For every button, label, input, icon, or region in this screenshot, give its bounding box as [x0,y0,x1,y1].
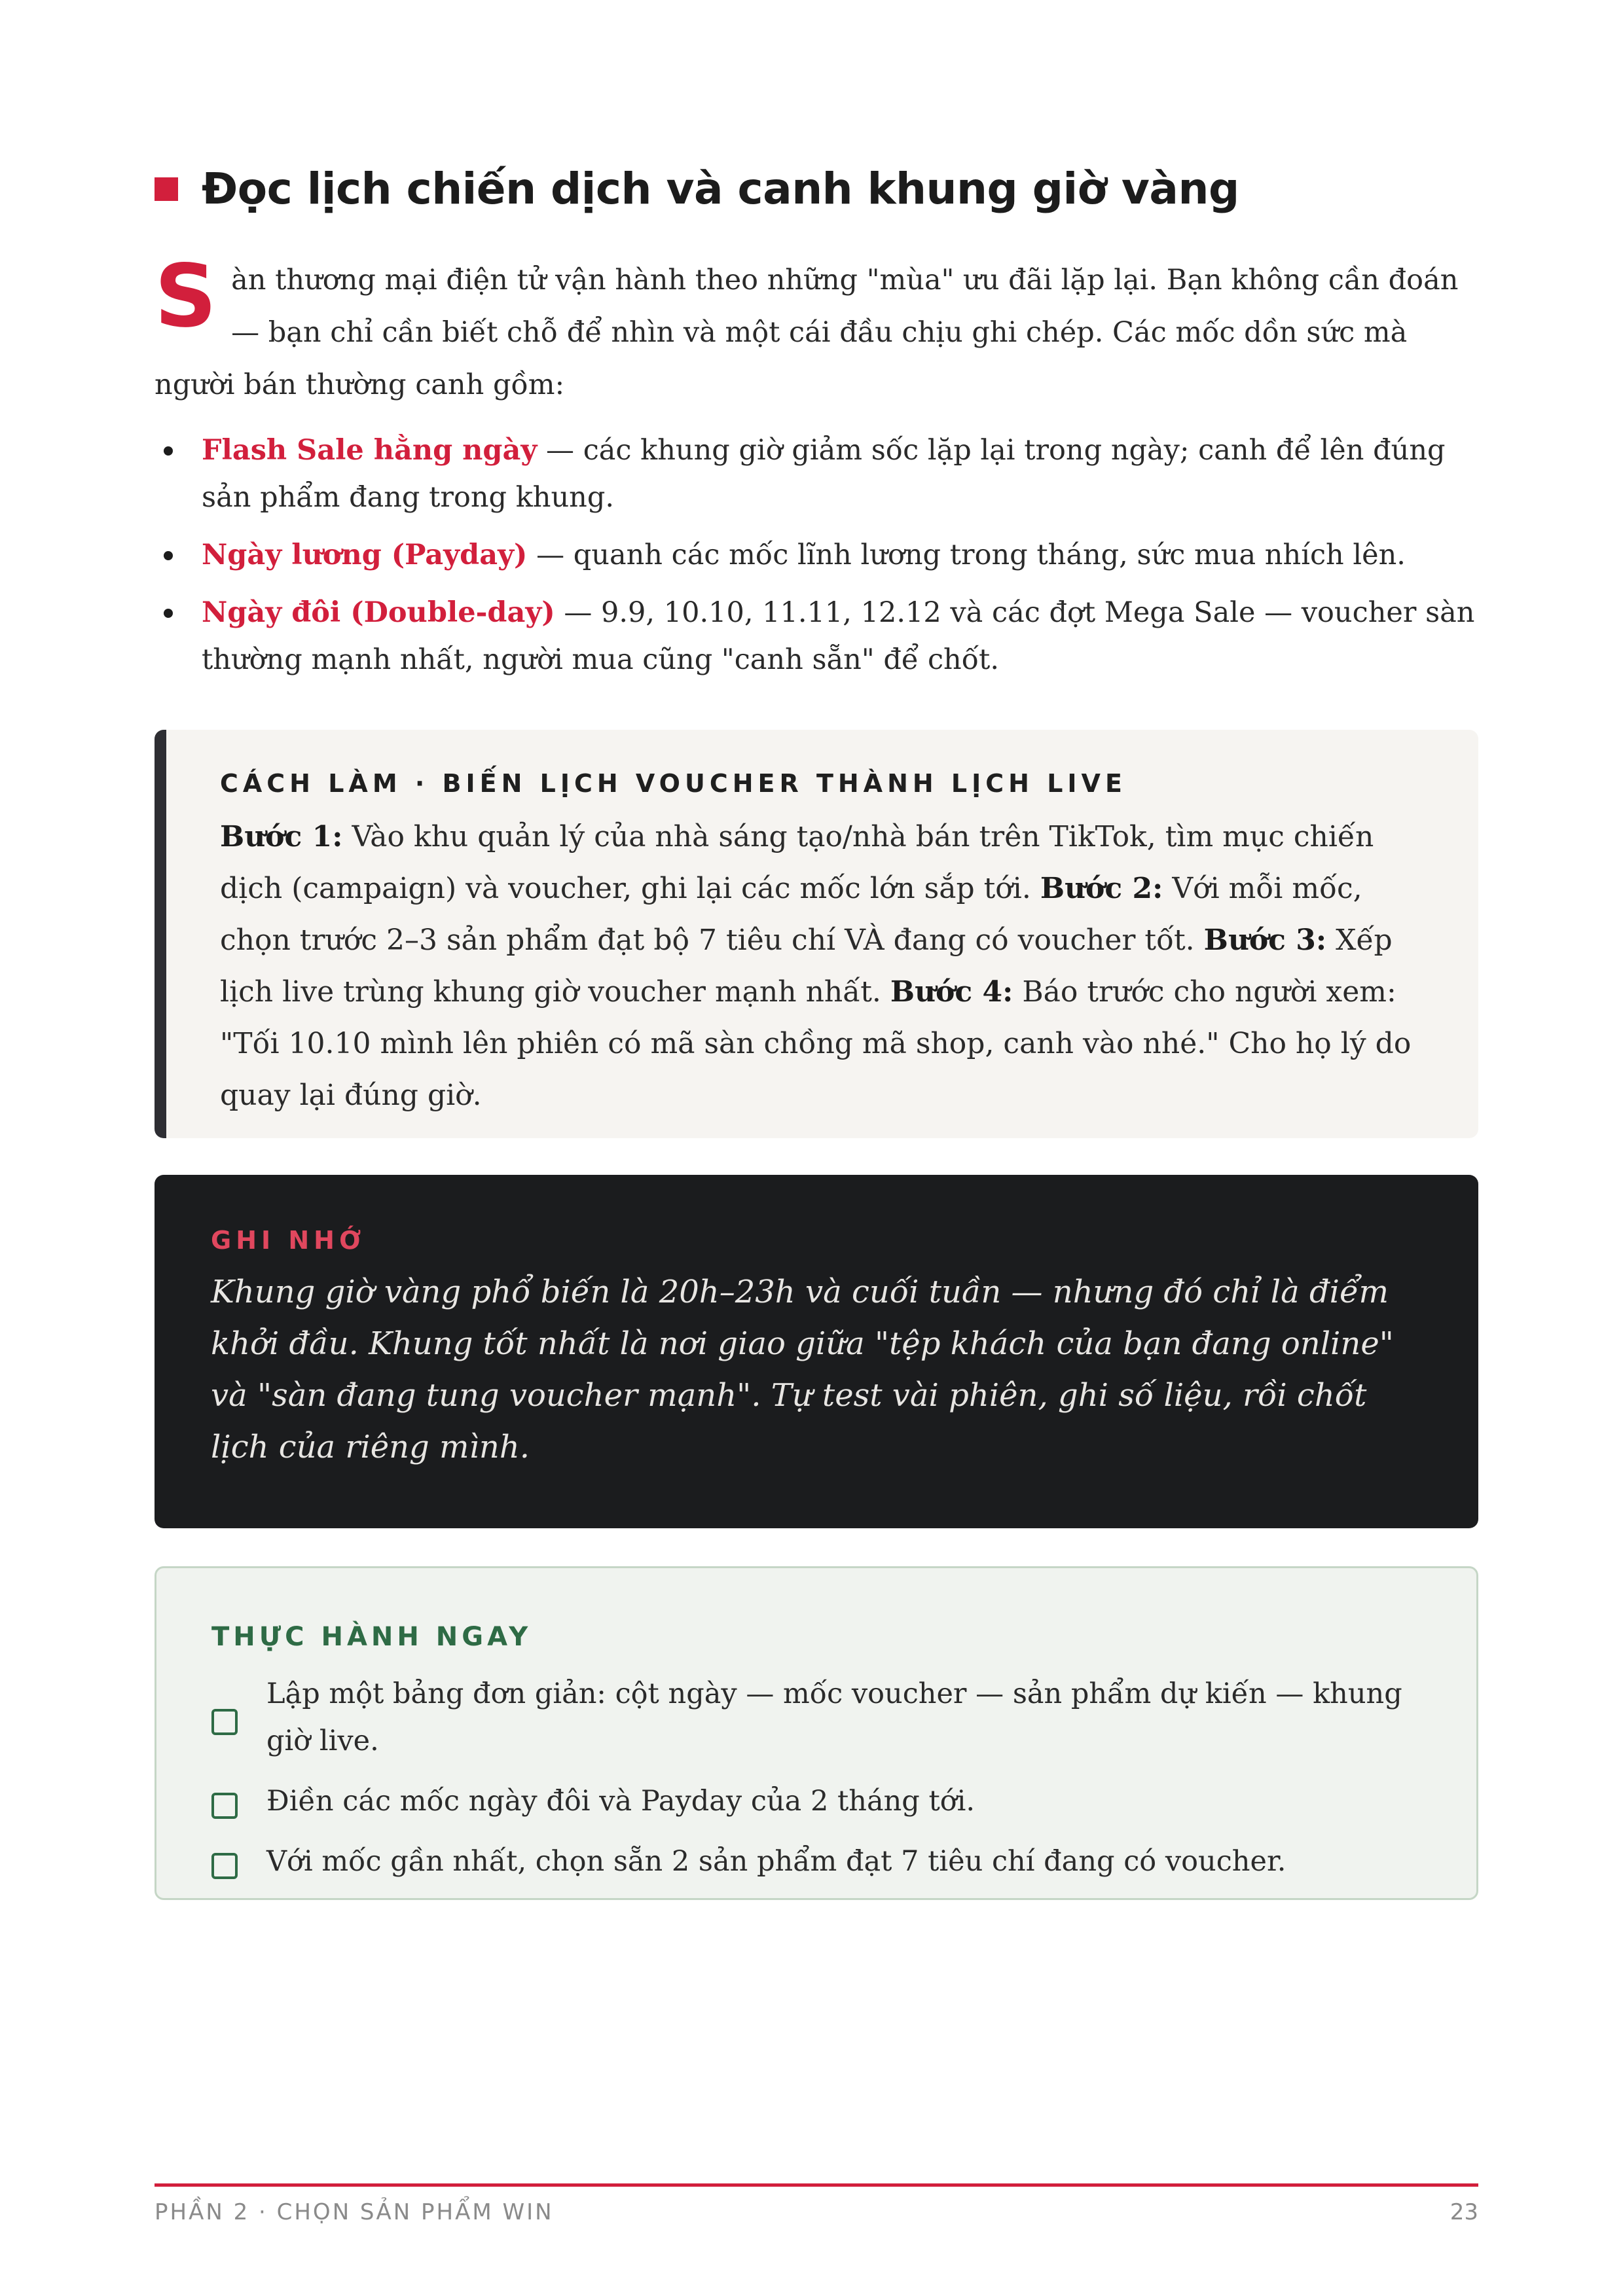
checkbox-icon[interactable] [211,1853,238,1879]
step-label: Bước 2: [1040,872,1163,905]
step-text: Báo trước cho người xem: "Tối 10.10 mình lên phiên có mã sàn chồng mã shop, canh vào nhé." Cho họ lý do quay lại đúng giờ. [220,975,1412,1112]
howto-kicker: CÁCH LÀM · BIẾN LỊCH VOUCHER THÀNH LỊCH LIVE [220,769,1127,798]
intro-text: àn thương mại điện tử vận hành theo những "mùa" ưu đãi lặp lại. Bạn không cần đoán — bạn chỉ cần biết chỗ để nhìn và một cái đầu chịu ghi chép. Các mốc dồn sức mà người bán thường canh gồm: [155,264,1459,401]
milestone-list [155,427,1490,694]
checklist-item [211,1778,1421,1825]
step-text: Vào khu quản lý của nhà sáng tạo/nhà bán trên TikTok, tìm mục chiến dịch (campaign) và voucher, ghi lại các mốc lớn sắp tới. [220,820,1374,905]
step-label: Bước 4: [890,975,1013,1009]
bullet-term: Flash Sale hằng ngày [202,434,538,467]
intro-paragraph [155,246,1478,411]
heading-square-marker [155,177,178,201]
checklist-text: Lập một bảng đơn giản: cột ngày — mốc voucher — sản phẩm dự kiến — khung giờ live. [266,1677,1402,1757]
step-text: Với mỗi mốc, chọn trước 2–3 sản phẩm đạt bộ 7 tiêu chí VÀ đang có voucher tốt. [220,872,1362,957]
checkbox-icon[interactable] [211,1709,238,1735]
checkbox-icon[interactable] [211,1793,238,1819]
bullet-term: Ngày đôi (Double-day) [202,596,555,629]
checklist-item [211,1838,1421,1885]
howto-callout [155,730,1478,1138]
list-item [155,531,1490,579]
bullet-text: — 9.9, 10.10, 11.11, 12.12 và các đợt Mega Sale — voucher sàn thường mạnh nhất, người mua cũng "canh sẵn" để chốt. [202,596,1475,676]
section-heading [155,164,1490,214]
bullet-text: — các khung giờ giảm sốc lặp lại trong ngày; canh để lên đúng sản phẩm đang trong khung. [202,434,1446,514]
remember-kicker: GHI NHỚ [211,1226,366,1255]
bullet-icon [164,609,173,618]
checklist-item [211,1670,1421,1765]
list-item [155,427,1490,521]
checklist [211,1670,1421,1885]
section-title: Đọc lịch chiến dịch và canh khung giờ vàng [202,164,1239,214]
remember-text: Khung giờ vàng phổ biến là 20h–23h và cuối tuần — nhưng đó chỉ là điểm khởi đầu. Khung tốt nhất là nơi giao giữa "tệp khách của bạn đang online" và "sàn đang tung voucher mạnh". Tự test vài phiên, ghi số liệu, rồi chốt lịch của riêng mình. [211,1274,1394,1465]
step-label: Bước 1: [220,820,343,853]
bullet-text: — quanh các mốc lĩnh lương trong tháng, sức mua nhích lên. [527,539,1406,571]
bullet-icon [164,446,173,456]
remember-callout [155,1175,1478,1528]
practice-kicker: THỰC HÀNH NGAY [211,1622,532,1652]
drop-cap: S [155,246,217,347]
list-item [155,589,1490,683]
footer-divider [155,2183,1478,2187]
bullet-term: Ngày lương (Payday) [202,539,528,571]
checklist-text: Điền các mốc ngày đôi và Payday của 2 tháng tới. [266,1785,976,1818]
page-number: 23 [1450,2199,1478,2225]
practice-checklist [155,1566,1478,1900]
checklist-text: Với mốc gần nhất, chọn sẵn 2 sản phẩm đạt 7 tiêu chí đang có voucher. [266,1845,1286,1878]
bullet-icon [164,551,173,560]
howto-body [220,811,1426,1121]
step-label: Bước 3: [1203,924,1327,957]
step-text: Xếp lịch live trùng khung giờ voucher mạnh nhất. [220,924,1393,1009]
footer-chapter: PHẦN 2 · CHỌN SẢN PHẨM WIN [155,2199,554,2225]
